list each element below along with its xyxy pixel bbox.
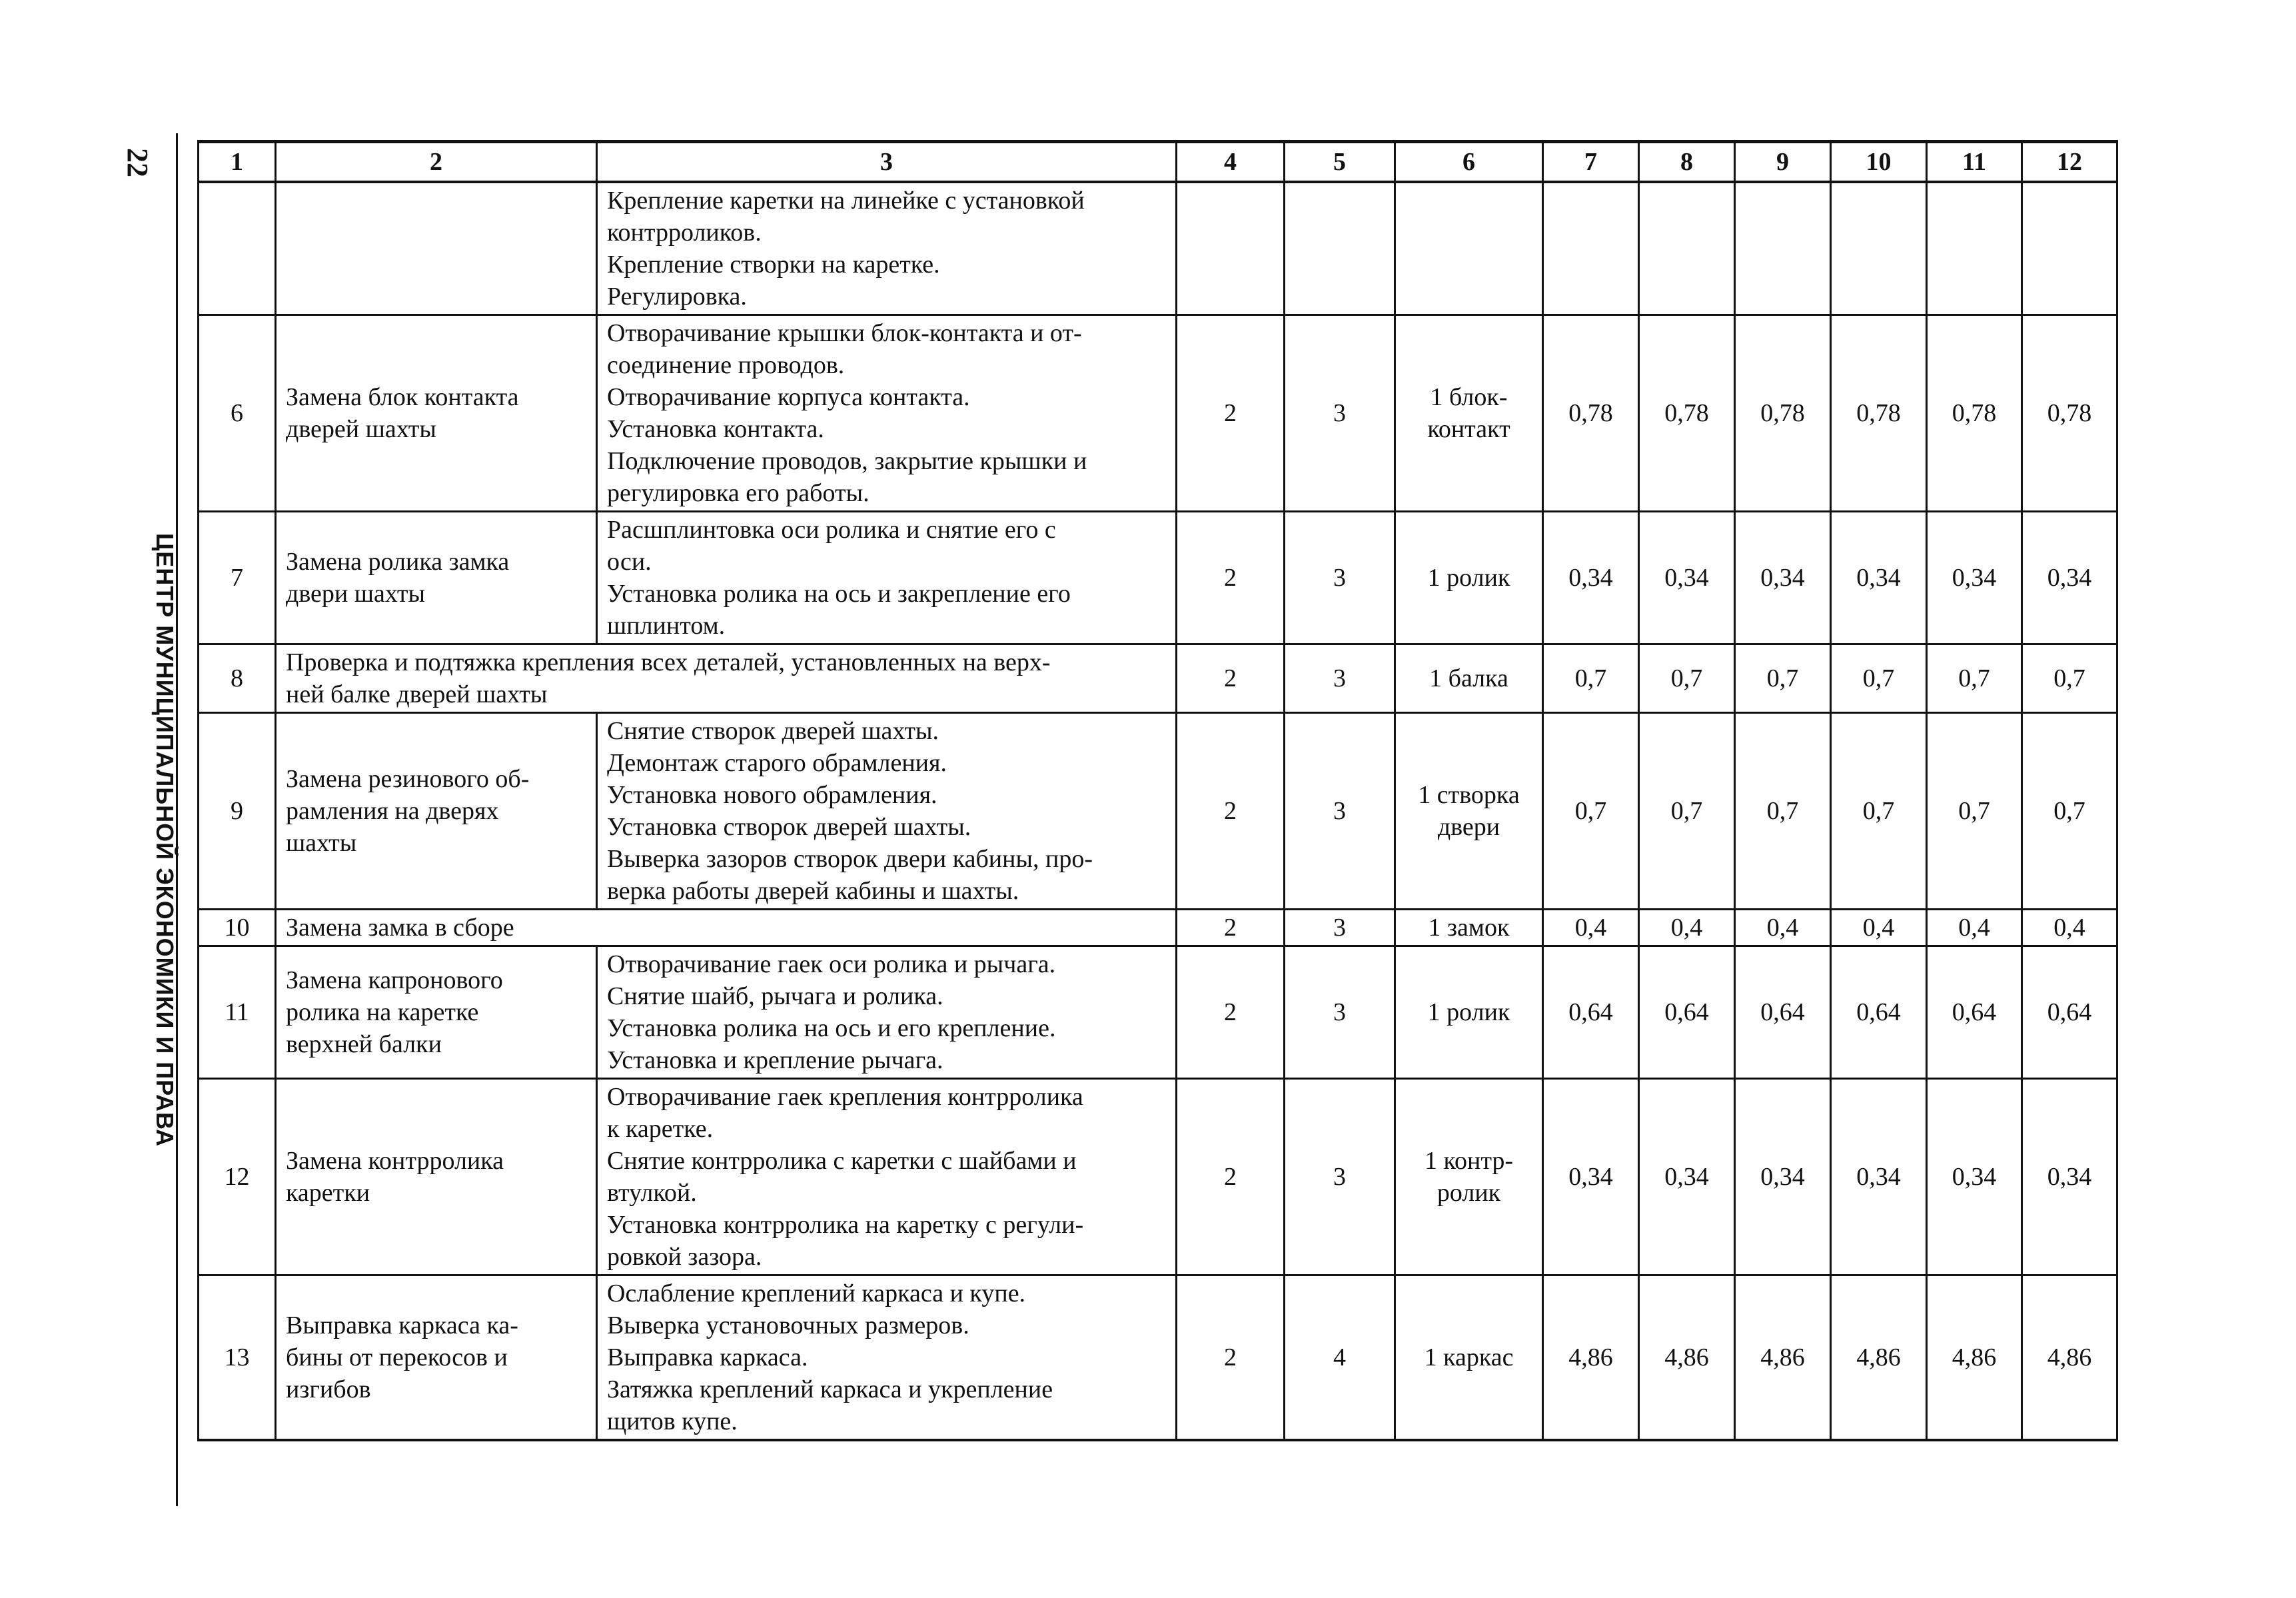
cell-v9: 0,34 — [1735, 512, 1831, 644]
cell-v7: 0,34 — [1543, 512, 1639, 644]
col-header-12: 12 — [2022, 142, 2117, 183]
cell-c5 — [1285, 182, 1395, 315]
cell-v10: 0,34 — [1831, 512, 1927, 644]
cell-unit — [1395, 512, 1543, 644]
cell-c5: 3 — [1285, 315, 1395, 512]
cell-num: 10 — [199, 910, 276, 946]
cell-name — [276, 315, 597, 512]
name-line: каретки — [286, 1179, 370, 1207]
col-header-5: 5 — [1285, 142, 1395, 183]
cell-v10: 0,4 — [1831, 910, 1927, 946]
desc-line: Замена замка в сборе — [286, 914, 514, 942]
op-line: щитов купе. — [607, 1407, 738, 1435]
cell-v12 — [2022, 182, 2117, 315]
cell-operations — [597, 1079, 1177, 1275]
cell-c5: 3 — [1285, 713, 1395, 910]
cell-unit — [1395, 713, 1543, 910]
cell-c4: 2 — [1177, 644, 1285, 713]
cell-v7: 0,64 — [1543, 946, 1639, 1079]
cell-v8: 0,7 — [1639, 713, 1735, 910]
cell-c4: 2 — [1177, 1275, 1285, 1441]
cell-v8: 0,78 — [1639, 315, 1735, 512]
cell-v7: 0,34 — [1543, 1079, 1639, 1275]
name-line: Замена резинового об- — [286, 765, 530, 793]
op-line: Установка контакта. — [607, 415, 824, 443]
cell-unit — [1395, 1275, 1543, 1441]
op-line: Подключение проводов, закрытие крышки и — [607, 447, 1087, 475]
cell-unit — [1395, 946, 1543, 1079]
cell-num: 12 — [199, 1079, 276, 1275]
op-line: Установка контрролика на каретку с регули- — [607, 1211, 1084, 1239]
cell-v12: 0,34 — [2022, 512, 2117, 644]
cell-v9: 0,78 — [1735, 315, 1831, 512]
name-line: дверей шахты — [286, 415, 436, 443]
cell-operations — [597, 946, 1177, 1079]
cell-c5: 3 — [1285, 512, 1395, 644]
unit-line: ролик — [1436, 1179, 1501, 1207]
cell-name — [276, 1275, 597, 1441]
side-caption: ЦЕНТР МУНИЦИПАЛЬНОЙ ЭКОНОМИКИ И ПРАВА — [151, 533, 179, 1148]
op-line: Установка ролика на ось и закрепление его — [607, 580, 1071, 608]
col-header-8: 8 — [1639, 142, 1735, 183]
table-row — [199, 644, 2117, 713]
cell-v7: 0,4 — [1543, 910, 1639, 946]
op-line: к каретке. — [607, 1115, 714, 1143]
op-line: Ослабление креплений каркаса и купе. — [607, 1279, 1026, 1307]
cell-v12: 4,86 — [2022, 1275, 2117, 1441]
cell-v9: 0,7 — [1735, 644, 1831, 713]
norms-table — [197, 140, 2118, 1441]
name-line: бины от перекосов и — [286, 1343, 508, 1371]
cell-unit — [1395, 315, 1543, 512]
header-row — [199, 142, 2117, 183]
cell-v10: 0,78 — [1831, 315, 1927, 512]
cell-unit — [1395, 644, 1543, 713]
cell-v8: 0,64 — [1639, 946, 1735, 1079]
name-line: Замена контрролика — [286, 1147, 504, 1175]
cell-num: 9 — [199, 713, 276, 910]
cell-unit — [1395, 182, 1543, 315]
cell-name — [276, 1079, 597, 1275]
cell-v8: 0,34 — [1639, 512, 1735, 644]
cell-unit — [1395, 1079, 1543, 1275]
op-line: Установка нового обрамления. — [607, 781, 937, 809]
cell-v9: 0,64 — [1735, 946, 1831, 1079]
cell-v9: 0,4 — [1735, 910, 1831, 946]
cell-c5: 3 — [1285, 644, 1395, 713]
cell-c5: 3 — [1285, 946, 1395, 1079]
table-row — [199, 1079, 2117, 1275]
cell-v8: 0,7 — [1639, 644, 1735, 713]
op-line: оси. — [607, 548, 652, 576]
cell-v12: 0,64 — [2022, 946, 2117, 1079]
cell-v10: 4,86 — [1831, 1275, 1927, 1441]
cell-unit — [1395, 910, 1543, 946]
name-line: изгибов — [286, 1375, 371, 1403]
cell-c4: 2 — [1177, 910, 1285, 946]
desc-line: ней балке дверей шахты — [286, 680, 548, 708]
cell-c4: 2 — [1177, 315, 1285, 512]
desc-line: Проверка и подтяжка крепления всех деталей, установленных на верх- — [286, 648, 1051, 676]
cell-v8: 0,4 — [1639, 910, 1735, 946]
cell-name — [276, 946, 597, 1079]
unit-line: 1 замок — [1428, 914, 1510, 942]
cell-c4: 2 — [1177, 512, 1285, 644]
cell-c4 — [1177, 182, 1285, 315]
col-header-3: 3 — [597, 142, 1177, 183]
op-line: ровкой зазора. — [607, 1243, 762, 1271]
cell-c4: 2 — [1177, 946, 1285, 1079]
op-line: Отворачивание крышки блок-контакта и от- — [607, 319, 1082, 347]
cell-v12: 0,4 — [2022, 910, 2117, 946]
cell-description — [276, 644, 1177, 713]
cell-description — [276, 910, 1177, 946]
cell-c5: 3 — [1285, 1079, 1395, 1275]
cell-v9 — [1735, 182, 1831, 315]
col-header-6: 6 — [1395, 142, 1543, 183]
op-line: Установка и крепление рычага. — [607, 1046, 943, 1074]
cell-operations — [597, 182, 1177, 315]
cell-v11 — [1927, 182, 2022, 315]
cell-c5: 4 — [1285, 1275, 1395, 1441]
cell-num: 6 — [199, 315, 276, 512]
name-line: рамления на дверях — [286, 797, 499, 825]
cell-c5: 3 — [1285, 910, 1395, 946]
cell-v11: 0,64 — [1927, 946, 2022, 1079]
op-line: соединение проводов. — [607, 351, 845, 379]
cell-c4: 2 — [1177, 1079, 1285, 1275]
unit-line: 1 ролик — [1427, 564, 1510, 592]
cell-operations — [597, 512, 1177, 644]
table-row — [199, 512, 2117, 644]
cell-operations — [597, 315, 1177, 512]
cell-operations — [597, 1275, 1177, 1441]
unit-line: двери — [1437, 813, 1500, 841]
cell-v7: 0,7 — [1543, 713, 1639, 910]
op-line: Снятие створок дверей шахты. — [607, 717, 939, 745]
op-line: Регулировка. — [607, 283, 747, 311]
op-line: Крепление створки на каретке. — [607, 251, 940, 279]
name-line: Замена капронового — [286, 966, 503, 994]
cell-v10: 0,7 — [1831, 713, 1927, 910]
cell-v11: 0,34 — [1927, 1079, 2022, 1275]
table-row — [199, 713, 2117, 910]
cell-v12: 0,7 — [2022, 644, 2117, 713]
cell-v7 — [1543, 182, 1639, 315]
cell-num: 7 — [199, 512, 276, 644]
op-line: контрроликов. — [607, 219, 762, 247]
op-line: Расшплинтовка оси ролика и снятие его с — [607, 516, 1056, 544]
cell-operations — [597, 713, 1177, 910]
cell-num: 13 — [199, 1275, 276, 1441]
col-header-9: 9 — [1735, 142, 1831, 183]
cell-c4: 2 — [1177, 713, 1285, 910]
op-line: регулировка его работы. — [607, 479, 869, 507]
col-header-4: 4 — [1177, 142, 1285, 183]
cell-num: 8 — [199, 644, 276, 713]
name-line: верхней балки — [286, 1030, 442, 1058]
op-line: Демонтаж старого обрамления. — [607, 749, 947, 777]
cell-num: 11 — [199, 946, 276, 1079]
cell-v12: 0,34 — [2022, 1079, 2117, 1275]
table-row — [199, 315, 2117, 512]
op-line: Снятие шайб, рычага и ролика. — [607, 982, 943, 1010]
op-line: Выверка установочных размеров. — [607, 1311, 969, 1339]
col-header-11: 11 — [1927, 142, 2022, 183]
cell-v8: 4,86 — [1639, 1275, 1735, 1441]
op-line: Крепление каретки на линейке с установкой — [607, 187, 1085, 215]
cell-v9: 4,86 — [1735, 1275, 1831, 1441]
cell-name — [276, 713, 597, 910]
cell-v10: 0,7 — [1831, 644, 1927, 713]
cell-num — [199, 182, 276, 315]
table-row-continuation — [199, 182, 2117, 315]
cell-v11: 0,34 — [1927, 512, 2022, 644]
cell-name — [276, 512, 597, 644]
cell-v10: 0,34 — [1831, 1079, 1927, 1275]
op-line: Выверка зазоров створок двери кабины, про- — [607, 845, 1093, 873]
name-line: Выправка каркаса ка- — [286, 1311, 518, 1339]
cell-v11: 0,7 — [1927, 644, 2022, 713]
unit-line: 1 створка — [1418, 781, 1520, 809]
op-line: Затяжка креплений каркаса и укрепление — [607, 1375, 1053, 1403]
op-line: Установка ролика на ось и его крепление. — [607, 1014, 1056, 1042]
op-line: Отворачивание корпуса контакта. — [607, 383, 970, 411]
unit-line: 1 каркас — [1424, 1343, 1514, 1371]
op-line: Выправка каркаса. — [607, 1343, 808, 1371]
table-row — [199, 1275, 2117, 1441]
cell-v7: 4,86 — [1543, 1275, 1639, 1441]
name-line: Замена ролика замка — [286, 548, 510, 576]
name-line: шахты — [286, 829, 357, 857]
op-line: верка работы дверей кабины и шахты. — [607, 877, 1019, 905]
op-line: втулкой. — [607, 1179, 697, 1207]
cell-v10: 0,64 — [1831, 946, 1927, 1079]
table-row — [199, 946, 2117, 1079]
unit-line: 1 блок- — [1430, 383, 1508, 411]
col-header-7: 7 — [1543, 142, 1639, 183]
cell-v8 — [1639, 182, 1735, 315]
col-header-2: 2 — [276, 142, 597, 183]
cell-v9: 0,34 — [1735, 1079, 1831, 1275]
cell-v12: 0,78 — [2022, 315, 2117, 512]
cell-v11: 0,4 — [1927, 910, 2022, 946]
cell-v9: 0,7 — [1735, 713, 1831, 910]
op-line: Установка створок дверей шахты. — [607, 813, 971, 841]
name-line: ролика на каретке — [286, 998, 479, 1026]
table-row — [199, 910, 2117, 946]
cell-v7: 0,78 — [1543, 315, 1639, 512]
unit-line: контакт — [1427, 415, 1510, 443]
cell-v12: 0,7 — [2022, 713, 2117, 910]
cell-v8: 0,34 — [1639, 1079, 1735, 1275]
cell-v11: 0,7 — [1927, 713, 2022, 910]
unit-line: 1 контр- — [1424, 1147, 1514, 1175]
op-line: шплинтом. — [607, 612, 726, 640]
unit-line: 1 балка — [1429, 664, 1508, 692]
cell-v11: 0,78 — [1927, 315, 2022, 512]
op-line: Снятие контрролика с каретки с шайбами и — [607, 1147, 1077, 1175]
cell-name — [276, 182, 597, 315]
name-line: двери шахты — [286, 580, 426, 608]
cell-v11: 4,86 — [1927, 1275, 2022, 1441]
col-header-1: 1 — [199, 142, 276, 183]
cell-v10 — [1831, 182, 1927, 315]
name-line: Замена блок контакта — [286, 383, 519, 411]
op-line: Отворачивание гаек оси ролика и рычага. — [607, 950, 1056, 978]
op-line: Отворачивание гаек крепления контрролика — [607, 1083, 1083, 1111]
unit-line: 1 ролик — [1427, 998, 1510, 1026]
cell-v7: 0,7 — [1543, 644, 1639, 713]
page-number: 22 — [121, 148, 154, 177]
col-header-10: 10 — [1831, 142, 1927, 183]
